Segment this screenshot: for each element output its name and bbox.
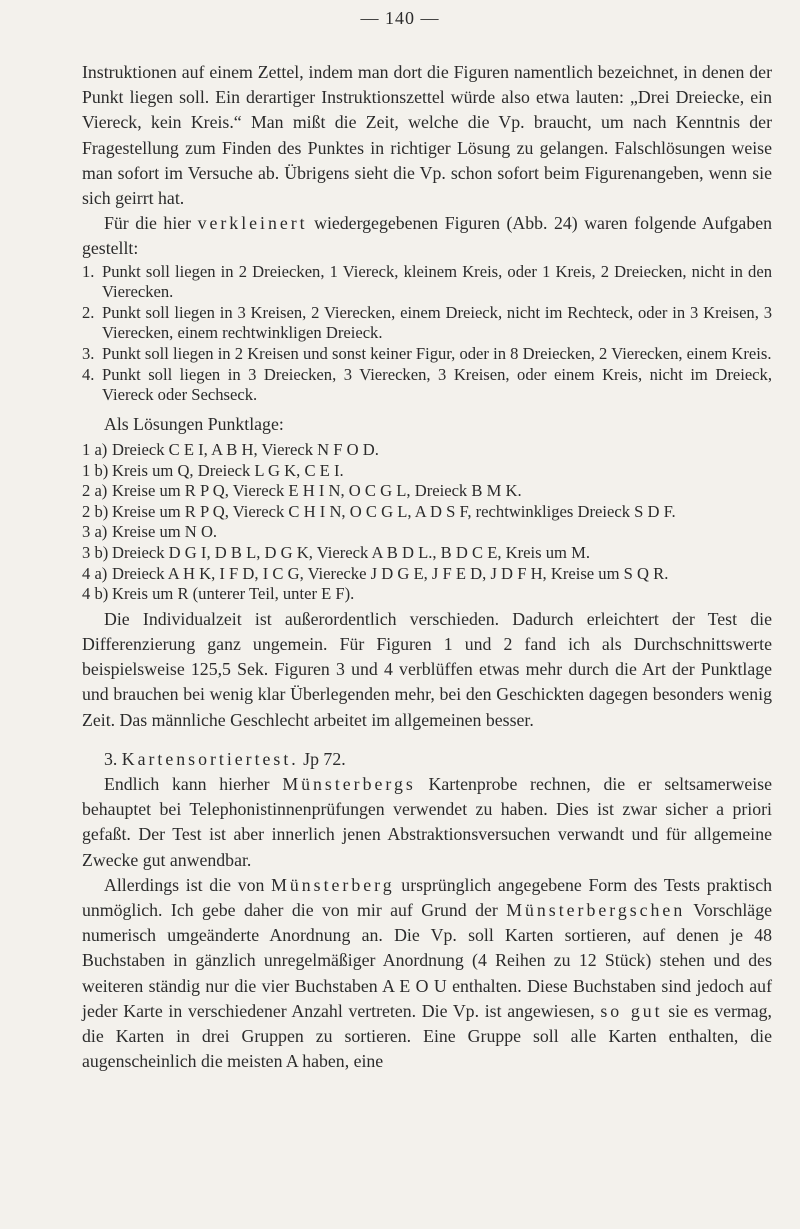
paragraph-muensterberg-intro xyxy=(82,772,772,873)
paragraph-tasks-intro xyxy=(82,211,772,261)
section-number: 3. xyxy=(104,748,122,769)
task-item xyxy=(82,262,772,303)
task-item-number: 4. xyxy=(82,364,95,384)
solution-item xyxy=(82,584,772,605)
page-number: — 140 — xyxy=(360,8,440,28)
solution-item-text: Kreise um R P Q, Viereck C H I N, O C G L, A D S F, rechtwinkliges Dreieck S D F. xyxy=(112,501,676,521)
solution-item xyxy=(82,481,772,502)
solution-item-number: 3 a) xyxy=(82,522,108,542)
solution-item-text: Kreis um Q, Dreieck L G K, C E I. xyxy=(112,460,344,480)
solution-item xyxy=(82,461,772,482)
text-run: Endlich kann hierher xyxy=(104,773,283,794)
solution-item xyxy=(82,502,772,523)
task-item-number: 1. xyxy=(82,261,95,281)
task-list xyxy=(82,262,772,406)
paragraph-card-sorting xyxy=(82,873,772,1075)
solution-item-text: Kreise um R P Q, Viereck E H I N, O C G L, Dreieck B M K. xyxy=(112,481,522,501)
text-run: sie es vermag, die Karten in drei Gruppen zu sortieren. Eine Gruppe soll alle Karten enthalten, die augenscheinlich die meisten A haben, eine xyxy=(82,1000,772,1072)
solution-item-number: 3 b) xyxy=(82,542,109,562)
solution-item-number: 4 b) xyxy=(82,584,109,604)
solution-item-number: 4 a) xyxy=(82,563,108,583)
task-item xyxy=(82,365,772,406)
solution-item xyxy=(82,522,772,543)
author-name: Münsterbergs xyxy=(282,773,416,794)
task-item-text: Punkt soll liegen in 2 Kreisen und sonst keiner Figur, oder in 8 Dreiecken, 2 Vierecken, einem Kreis. xyxy=(102,344,772,363)
author-name: Münsterberg xyxy=(271,874,395,895)
task-item-text: Punkt soll liegen in 3 Kreisen, 2 Vierecken, einem Dreieck, nicht im Rechteck, oder in 3 Kreisen, 3 Vierecken, einem rechtwinkligen Dreieck. xyxy=(102,302,772,343)
solution-item-text: Kreis um R (unterer Teil, unter E F). xyxy=(112,584,355,604)
spaced-word: so gut xyxy=(600,1000,663,1021)
section-reference: Jp 72. xyxy=(298,748,346,769)
solution-list xyxy=(82,440,772,605)
text-run: ursprünglich angegebene Form des Tests praktisch unmöglich. Ich gebe daher die von mir auf Grund der xyxy=(82,874,772,920)
text-run: wiedergegebenen Figuren (Abb. 24) waren folgende Aufgaben gestellt: xyxy=(82,213,772,259)
text-run: Allerdings ist die von xyxy=(104,874,272,895)
text-run: Vorschläge numerisch umgeänderte Anordnung an. Die Vp. soll Karten sortieren, auf denen je 48 Buchstaben in gänzlich unregelmäßiger Anordnung (4 Reihen zu 12 Stück) stehen und des weiteren ständig nur die vier Buchstaben A E O U enthalten. Diese Buchstaben sind jedoch auf jeder Karte in verschiedener Anzahl vertreten. Die Vp. ist angewiesen, xyxy=(82,899,772,1021)
task-item-number: 3. xyxy=(82,344,95,363)
author-name: Münsterbergschen xyxy=(506,899,686,920)
task-item-text: Punkt soll liegen in 2 Dreiecken, 1 Viereck, kleinem Kreis, oder 1 Kreis, 2 Dreiecken, nicht in den Vierecken. xyxy=(102,261,772,302)
solution-item xyxy=(82,440,772,461)
task-item xyxy=(82,303,772,344)
solution-item-number: 1 b) xyxy=(82,460,109,480)
task-item xyxy=(82,344,772,365)
solution-item xyxy=(82,543,772,564)
solution-item-text: Dreieck A H K, I F D, I C G, Vierecke J D G E, J F E D, J D F H, Kreise um S Q R. xyxy=(112,563,669,583)
solution-item-text: Dreieck D G I, D B L, D G K, Viereck A B D L., B D C E, Kreis um M. xyxy=(112,542,591,562)
paragraph-individual-time: Die Individualzeit ist außerordentlich verschieden. Dadurch erleichtert der Test die Differenzierung ganz ungemein. Für Figuren 1 und 2 fand ich als Durchschnittswerte beispielsweise 125,5 Sek. Figuren 3 und 4 verblüffen etwas mehr durch die Art der Punktlage und brauchen bei wenig klar Überlegenden mehr, bei den Geschickten dagegen besonders wenig Zeit. Das männliche Geschlecht arbeitet im allgemeinen besser. xyxy=(82,608,772,730)
spaced-word: verkleinert xyxy=(197,213,308,234)
section-title: Kartensortiertest. xyxy=(121,748,299,769)
solution-item-text: Kreise um N O. xyxy=(112,522,218,542)
section-heading xyxy=(82,747,772,772)
task-item-text: Punkt soll liegen in 3 Dreiecken, 3 Vierecken, 3 Kreisen, oder einem Kreis, nicht im Dreieck, Viereck oder Sechseck. xyxy=(102,364,772,405)
text-run: Kartenprobe rechnen, die er seltsamerweise behauptet bei Telephonistinnenprüfungen verwendet zu haben. Dies ist zwar sicher a priori gefaßt. Der Test ist aber innerlich jenen Abstraktionsversuchen verwandt und für allgemeine Zwecke gut anwendbar. xyxy=(82,773,772,870)
solution-item-number: 2 a) xyxy=(82,481,108,501)
text-run: Für die hier xyxy=(104,213,198,234)
solutions-heading: Als Lösungen Punktlage: xyxy=(104,413,284,434)
task-item-number: 2. xyxy=(82,302,95,322)
page-content xyxy=(82,60,772,1074)
solution-item-number: 1 a) xyxy=(82,439,108,459)
solution-item-number: 2 b) xyxy=(82,501,109,521)
solution-item-text: Dreieck C E I, A B H, Viereck N F O D. xyxy=(112,439,379,459)
paragraph-instructions: Instruktionen auf einem Zettel, indem man dort die Figuren namentlich bezeichnet, in denen der Punkt liegen soll. Ein derartiger Instruktionszettel würde also etwa lauten: „Drei Dreiecke, ein Viereck, kein Kreis.“ Man mißt die Zeit, welche die Vp. braucht, um nach Kenntnis der Fragestellung zum Finden des Punktes in richtiger Lösung zu gelangen. Falschlösungen weise man sofort im Versuche ab. Übrigens sieht die Vp. schon sofort beim Figurenangeben, wenn sie sich geirrt hat. xyxy=(82,62,772,209)
solution-item xyxy=(82,564,772,585)
